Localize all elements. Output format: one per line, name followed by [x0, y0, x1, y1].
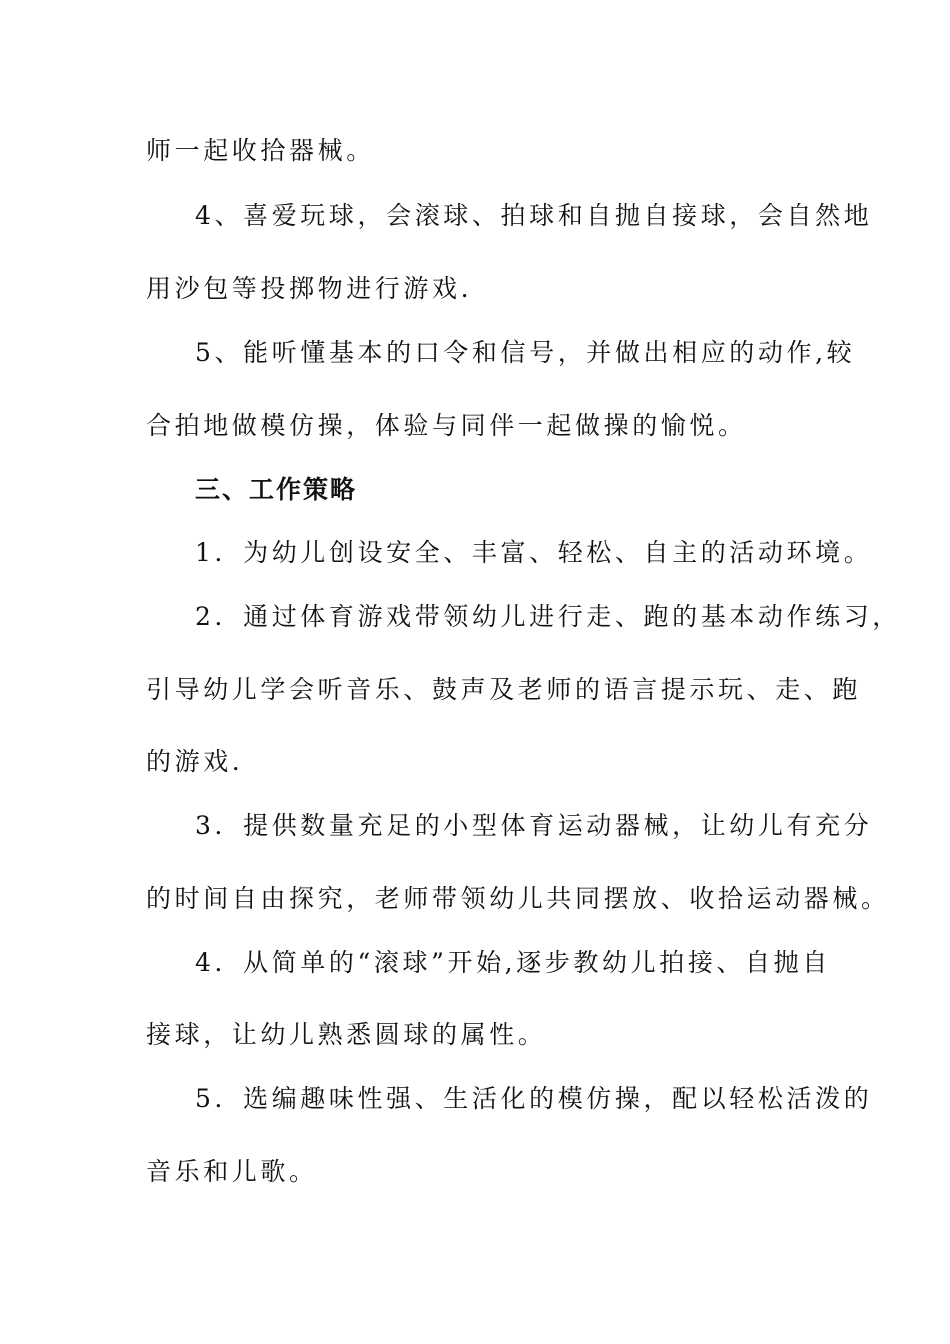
text-line: 5．选编趣味性强、生活化的模仿操，配以轻松活泼的	[195, 1084, 873, 1113]
text-line: 合拍地做模仿操，体验与同伴一起做操的愉悦。	[146, 411, 747, 440]
text-line: 1．为幼儿创设安全、丰富、轻松、自主的活动环境。	[195, 538, 873, 567]
text-line: 用沙包等投掷物进行游戏.	[146, 274, 473, 303]
text-line: 3．提供数量充足的小型体育运动器械，让幼儿有充分	[195, 811, 873, 840]
text-line: 4、喜爱玩球，会滚球、拍球和自抛自接球，会自然地	[195, 201, 873, 230]
text-line: 5、能听懂基本的口令和信号，并做出相应的动作,较	[195, 338, 856, 367]
text-line: 引导幼儿学会听音乐、鼓声及老师的语言提示玩、走、跑	[146, 675, 862, 704]
text-line: 音乐和儿歌。	[146, 1157, 318, 1186]
text-line: 2．通过体育游戏带领幼儿进行走、跑的基本动作练习，	[195, 602, 901, 631]
section-heading: 三、工作策略	[195, 475, 358, 504]
text-line: 的时间自由探究，老师带领幼儿共同摆放、收拾运动器械。	[146, 884, 890, 913]
text-line: 的游戏.	[146, 747, 244, 776]
text-line: 接球，让幼儿熟悉圆球的属性。	[146, 1020, 547, 1049]
text-line: 4．从简单的“滚球”开始,逐步教幼儿拍接、自抛自	[195, 948, 831, 977]
text-line: 师一起收拾器械。	[146, 136, 375, 165]
